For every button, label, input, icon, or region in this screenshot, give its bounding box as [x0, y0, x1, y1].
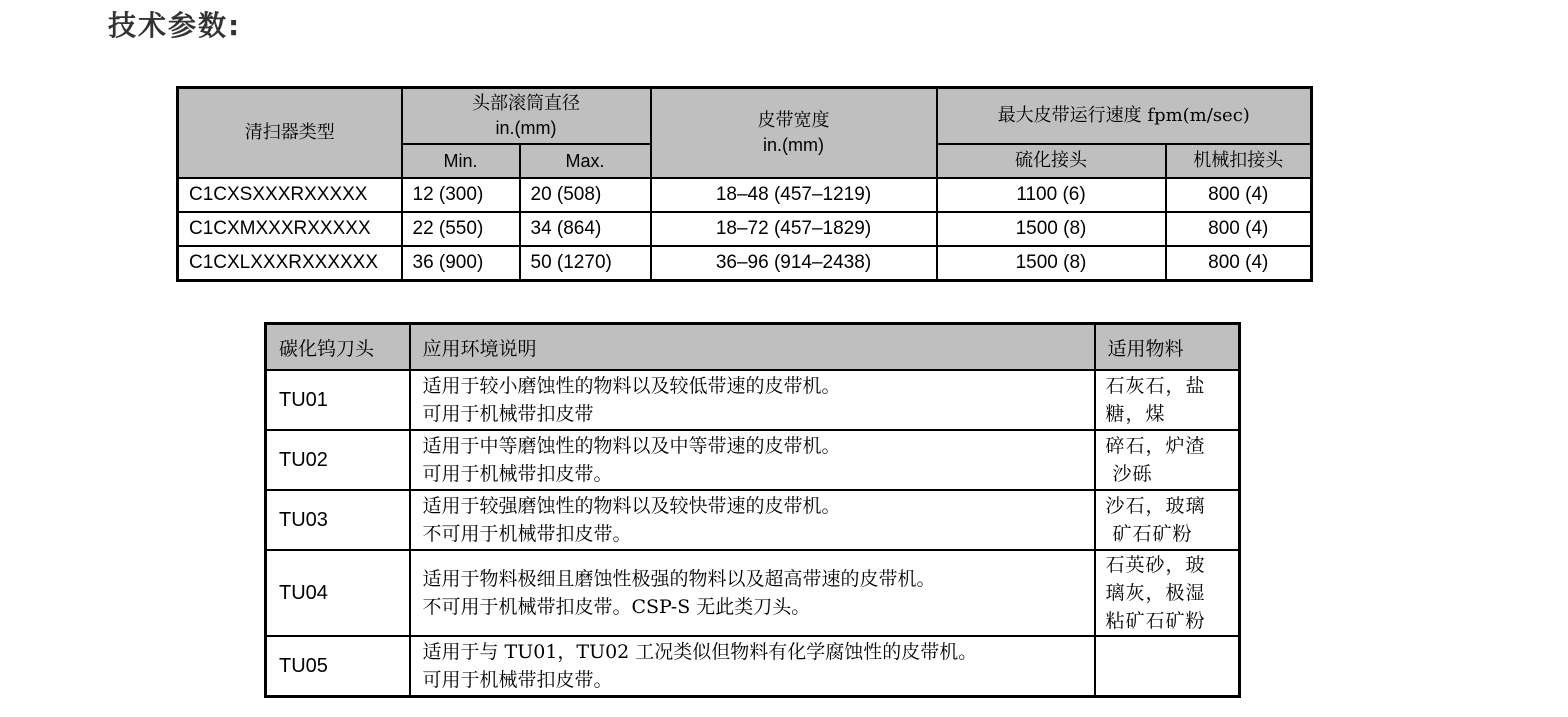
cell-material: [1095, 636, 1240, 696]
desc-line: 可用于机械带扣皮带。: [422, 668, 613, 691]
cell-desc: [410, 370, 1095, 430]
cell-min: 22 (550): [402, 212, 520, 246]
header-desc: 应用环境说明: [410, 324, 1095, 371]
cell-mech: 800 (4): [1166, 212, 1312, 246]
header-pulley-diameter: [402, 88, 651, 144]
cell-tip-code: TU05: [266, 636, 410, 696]
table-row: [178, 178, 1312, 212]
header-max-speed: 最大皮带运行速度 fpm(m/sec): [937, 88, 1312, 144]
header-mechanical: 机械扣接头: [1166, 144, 1312, 178]
table-row: [266, 430, 1240, 490]
desc-line: 不可用于机械带扣皮带。: [422, 523, 632, 545]
header-tip: 碳化钨刀头: [266, 324, 410, 371]
page-title: 技术参数:: [108, 9, 242, 42]
cell-width: 36–96 (914–2438): [651, 246, 937, 281]
cell-desc: [410, 636, 1095, 696]
desc-line: 适用于较强磨蚀性的物料以及较快带速的皮带机。: [422, 495, 841, 517]
cell-max: 20 (508): [520, 178, 651, 212]
header-pulley-unit: in.(mm): [495, 117, 557, 138]
cell-type: C1CXMXXXRXXXXX: [178, 212, 402, 246]
desc-line: 适用于中等磨蚀性的物料以及中等带速的皮带机。: [422, 435, 841, 457]
material-line: 石灰石，盐: [1105, 375, 1206, 397]
cell-tip-code: TU02: [266, 430, 410, 490]
desc-line: 适用于较小磨蚀性的物料以及较低带速的皮带机。: [422, 375, 841, 397]
cell-type: C1CXSXXXRXXXXX: [178, 178, 402, 212]
table-row: [178, 212, 1312, 246]
cell-desc: [410, 550, 1095, 636]
material-line: 粘矿石矿粉: [1105, 610, 1206, 632]
header-vulcanized: 硫化接头: [937, 144, 1166, 178]
table-row: [266, 490, 1240, 550]
material-line: 矿石矿粉: [1105, 523, 1193, 545]
desc-line: 可用于机械带扣皮带: [422, 403, 594, 425]
cell-mech: 800 (4): [1166, 246, 1312, 281]
desc-line: 适用于与 TU01，TU02 工况类似但物料有化学腐蚀性的皮带机。: [422, 640, 978, 663]
material-line: 璃灰，极湿: [1105, 582, 1206, 604]
cell-material: [1095, 490, 1240, 550]
header-belt-width: [651, 88, 937, 178]
cell-vulc: 1500 (8): [937, 246, 1166, 281]
cell-tip-code: TU01: [266, 370, 410, 430]
desc-line: 适用于物料极细且磨蚀性极强的物料以及超高带速的皮带机。: [422, 568, 936, 590]
cell-material: [1095, 430, 1240, 490]
cell-min: 36 (900): [402, 246, 520, 281]
material-line: 石英砂，玻: [1105, 554, 1206, 576]
material-line: 沙石，玻璃: [1105, 495, 1206, 517]
cell-width: 18–72 (457–1829): [651, 212, 937, 246]
header-max: Max.: [520, 144, 651, 178]
cell-width: 18–48 (457–1219): [651, 178, 937, 212]
cell-type: C1CXLXXXRXXXXXX: [178, 246, 402, 281]
table-row: [266, 550, 1240, 636]
material-line: 沙砾: [1105, 463, 1153, 485]
header-cleaner-type: 清扫器类型: [178, 88, 402, 178]
cell-desc: [410, 490, 1095, 550]
cell-max: 50 (1270): [520, 246, 651, 281]
tip-table: [264, 322, 1241, 698]
cell-min: 12 (300): [402, 178, 520, 212]
table-row: [266, 636, 1240, 696]
desc-line: 可用于机械带扣皮带。: [422, 463, 613, 485]
header-belt-width-label: 皮带宽度: [757, 109, 830, 131]
header-belt-width-unit: in.(mm): [763, 134, 824, 155]
material-line: 糖，煤: [1105, 403, 1166, 425]
cell-tip-code: TU04: [266, 550, 410, 636]
table-row: [178, 246, 1312, 281]
table-row: [266, 370, 1240, 430]
header-min: Min.: [402, 144, 520, 178]
spec-table: [176, 86, 1313, 282]
cell-tip-code: TU03: [266, 490, 410, 550]
cell-desc: [410, 430, 1095, 490]
header-pulley-diameter-label: 头部滚筒直径: [472, 92, 580, 114]
desc-line: 不可用于机械带扣皮带。CSP-S 无此类刀头。: [422, 596, 811, 618]
cell-mech: 800 (4): [1166, 178, 1312, 212]
cell-vulc: 1100 (6): [937, 178, 1166, 212]
cell-max: 34 (864): [520, 212, 651, 246]
material-line: 碎石，炉渣: [1105, 435, 1206, 457]
cell-material: [1095, 550, 1240, 636]
cell-vulc: 1500 (8): [937, 212, 1166, 246]
header-material: 适用物料: [1095, 324, 1240, 371]
cell-material: [1095, 370, 1240, 430]
